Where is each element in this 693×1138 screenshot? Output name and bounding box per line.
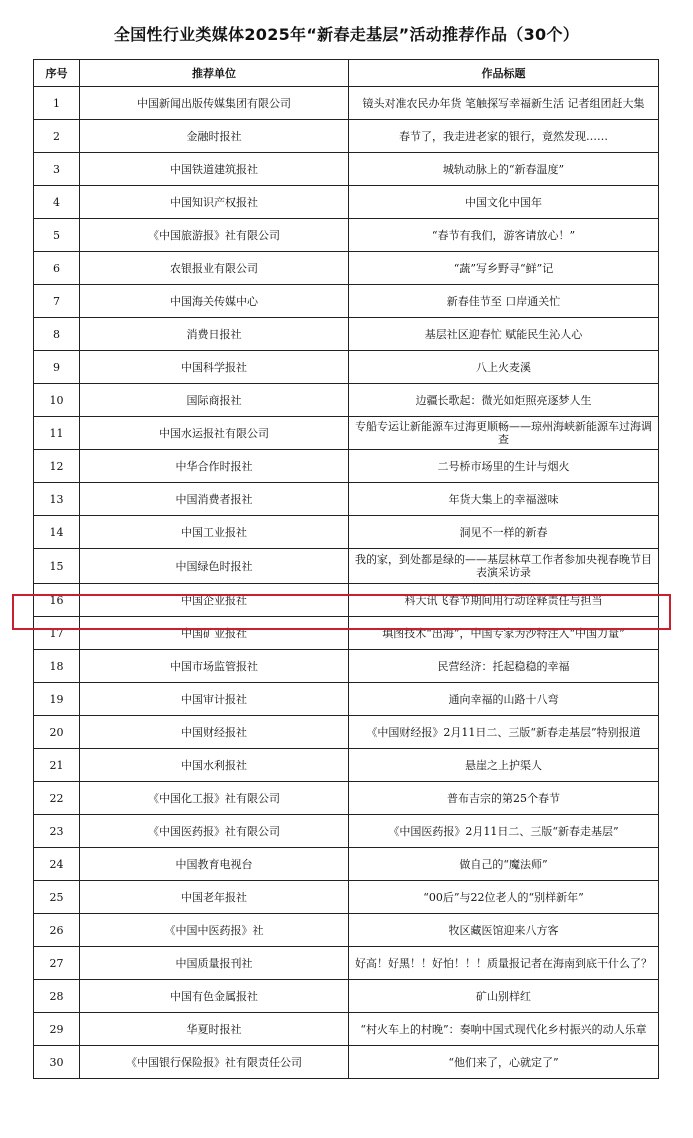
- table-row: [34, 384, 659, 417]
- table-row: [34, 450, 659, 483]
- cell-work: 二号桥市场里的生计与烟火: [349, 450, 659, 483]
- cell-work: 专船专运让新能源车过海更顺畅——琼州海峡新能源车过海调查: [349, 417, 659, 450]
- cell-no: 23: [34, 815, 80, 848]
- cell-unit: 中国财经报社: [80, 716, 349, 749]
- cell-no: 1: [34, 87, 80, 120]
- cell-unit: 中国消费者报社: [80, 483, 349, 516]
- cell-unit: 中国铁道建筑报社: [80, 153, 349, 186]
- header-no: 序号: [34, 60, 80, 87]
- cell-no: 11: [34, 417, 80, 450]
- cell-unit: 中国海关传媒中心: [80, 285, 349, 318]
- table-row: [34, 584, 659, 617]
- cell-no: 17: [34, 617, 80, 650]
- cell-unit: 中国工业报社: [80, 516, 349, 549]
- cell-work: 矿山别样红: [349, 980, 659, 1013]
- table-row: [34, 153, 659, 186]
- cell-work: 通向幸福的山路十八弯: [349, 683, 659, 716]
- table-row: [34, 881, 659, 914]
- table-row: [34, 483, 659, 516]
- cell-unit: 金融时报社: [80, 120, 349, 153]
- cell-no: 8: [34, 318, 80, 351]
- table-row: [34, 650, 659, 683]
- recommendation-table: [33, 59, 659, 1079]
- cell-unit: 中国科学报社: [80, 351, 349, 384]
- header-work: 作品标题: [349, 60, 659, 87]
- cell-work: “蔬”写乡野寻“鲜”记: [349, 252, 659, 285]
- table-row: [34, 186, 659, 219]
- table-row: [34, 617, 659, 650]
- cell-no: 10: [34, 384, 80, 417]
- cell-work: 城轨动脉上的“新春温度”: [349, 153, 659, 186]
- table-row: [34, 683, 659, 716]
- cell-work: 我的家，到处都是绿的——基层林草工作者参加央视春晚节目表演采访录: [349, 549, 659, 584]
- cell-no: 9: [34, 351, 80, 384]
- cell-work: 填图技术“出海”，中国专家为沙特注入“中国力量”: [349, 617, 659, 650]
- cell-unit: 农银报业有限公司: [80, 252, 349, 285]
- table-row: [34, 749, 659, 782]
- cell-work: 春节了，我走进老家的银行，竟然发现……: [349, 120, 659, 153]
- table-row: [34, 252, 659, 285]
- cell-unit: 中国新闻出版传媒集团有限公司: [80, 87, 349, 120]
- cell-no: 5: [34, 219, 80, 252]
- cell-unit: 中国绿色时报社: [80, 549, 349, 584]
- cell-unit: 中国知识产权报社: [80, 186, 349, 219]
- cell-unit: 《中国医药报》社有限公司: [80, 815, 349, 848]
- cell-no: 7: [34, 285, 80, 318]
- cell-no: 25: [34, 881, 80, 914]
- table-row: [34, 549, 659, 584]
- table-row: [34, 1013, 659, 1046]
- cell-unit: 中国市场监管报社: [80, 650, 349, 683]
- page-title: 全国性行业类媒体2025年“新春走基层”活动推荐作品（30个）: [113, 25, 580, 44]
- cell-work: 新春佳节至 口岸通关忙: [349, 285, 659, 318]
- cell-unit: 中国教育电视台: [80, 848, 349, 881]
- cell-no: 16: [34, 584, 80, 617]
- cell-no: 12: [34, 450, 80, 483]
- cell-work: 《中国财经报》2月11日二、三版“新春走基层”特别报道: [349, 716, 659, 749]
- cell-work: 八上火麦溪: [349, 351, 659, 384]
- cell-no: 27: [34, 947, 80, 980]
- cell-work: “春节有我们，游客请放心！”: [349, 219, 659, 252]
- table-row: [34, 318, 659, 351]
- cell-work: 中国文化中国年: [349, 186, 659, 219]
- cell-work: 镜头对准农民办年货 笔触探写幸福新生活 记者组团赶大集: [349, 87, 659, 120]
- cell-no: 19: [34, 683, 80, 716]
- cell-no: 15: [34, 549, 80, 584]
- cell-work: 普布吉宗的第25个春节: [349, 782, 659, 815]
- cell-no: 13: [34, 483, 80, 516]
- cell-no: 6: [34, 252, 80, 285]
- cell-unit: 《中国旅游报》社有限公司: [80, 219, 349, 252]
- table-row: [34, 980, 659, 1013]
- cell-unit: 中国矿业报社: [80, 617, 349, 650]
- cell-unit: 国际商报社: [80, 384, 349, 417]
- table-body: [34, 87, 659, 1079]
- cell-work: 《中国医药报》2月11日二、三版“新春走基层”: [349, 815, 659, 848]
- cell-unit: 中国有色金属报社: [80, 980, 349, 1013]
- cell-unit: 中国质量报刊社: [80, 947, 349, 980]
- cell-no: 2: [34, 120, 80, 153]
- table-row: [34, 516, 659, 549]
- cell-no: 30: [34, 1046, 80, 1079]
- cell-no: 26: [34, 914, 80, 947]
- table-row: [34, 285, 659, 318]
- cell-no: 21: [34, 749, 80, 782]
- cell-work: “他们来了，心就定了”: [349, 1046, 659, 1079]
- cell-unit: 中国水运报社有限公司: [80, 417, 349, 450]
- cell-unit: 中国水利报社: [80, 749, 349, 782]
- cell-unit: 中国企业报社: [80, 584, 349, 617]
- cell-unit: 《中国化工报》社有限公司: [80, 782, 349, 815]
- table-row: [34, 417, 659, 450]
- table-row: [34, 87, 659, 120]
- cell-no: 29: [34, 1013, 80, 1046]
- cell-no: 18: [34, 650, 80, 683]
- cell-work: 年货大集上的幸福滋味: [349, 483, 659, 516]
- cell-no: 20: [34, 716, 80, 749]
- cell-work: 好高！好黑！！好怕！！！质量报记者在海南到底干什么了？: [349, 947, 659, 980]
- cell-unit: 中国老年报社: [80, 881, 349, 914]
- table-row: [34, 848, 659, 881]
- cell-no: 24: [34, 848, 80, 881]
- cell-no: 4: [34, 186, 80, 219]
- table-row: [34, 1046, 659, 1079]
- table-row: [34, 782, 659, 815]
- header-unit: 推荐单位: [80, 60, 349, 87]
- cell-work: “村火车上的村晚”：奏响中国式现代化乡村振兴的动人乐章: [349, 1013, 659, 1046]
- table-row: [34, 716, 659, 749]
- cell-work: 科大讯飞春节期间用行动诠释责任与担当: [349, 584, 659, 617]
- cell-work: 基层社区迎春忙 赋能民生沁人心: [349, 318, 659, 351]
- table-row: [34, 219, 659, 252]
- cell-work: 牧区藏医馆迎来八方客: [349, 914, 659, 947]
- table-row: [34, 914, 659, 947]
- cell-unit: 中国审计报社: [80, 683, 349, 716]
- cell-unit: 中华合作时报社: [80, 450, 349, 483]
- cell-unit: 《中国中医药报》社: [80, 914, 349, 947]
- cell-work: 悬崖之上护渠人: [349, 749, 659, 782]
- cell-no: 3: [34, 153, 80, 186]
- table-row: [34, 120, 659, 153]
- cell-unit: 华夏时报社: [80, 1013, 349, 1046]
- table-row: [34, 947, 659, 980]
- cell-no: 14: [34, 516, 80, 549]
- cell-unit: 《中国银行保险报》社有限责任公司: [80, 1046, 349, 1079]
- cell-work: 做自己的“魔法师”: [349, 848, 659, 881]
- cell-unit: 消费日报社: [80, 318, 349, 351]
- cell-no: 22: [34, 782, 80, 815]
- table-row: [34, 815, 659, 848]
- cell-no: 28: [34, 980, 80, 1013]
- table-row: [34, 351, 659, 384]
- cell-work: 民营经济：托起稳稳的幸福: [349, 650, 659, 683]
- cell-work: “00后”与22位老人的“别样新年”: [349, 881, 659, 914]
- cell-work: 洞见不一样的新春: [349, 516, 659, 549]
- table-header-row: [34, 60, 659, 87]
- cell-work: 边疆长歌起：微光如炬照亮逐梦人生: [349, 384, 659, 417]
